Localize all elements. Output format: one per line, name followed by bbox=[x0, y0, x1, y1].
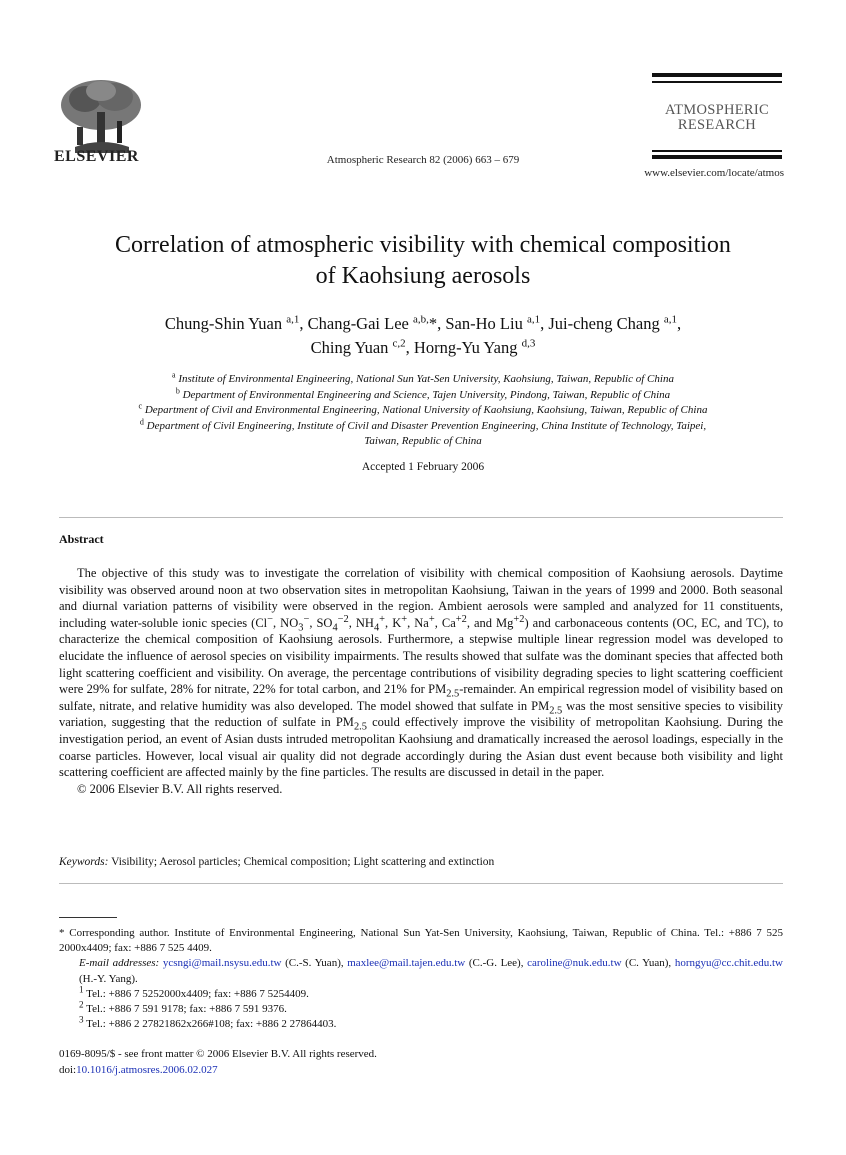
affiliation bbox=[60, 372, 786, 388]
email-owner: (C.-G. Lee), bbox=[465, 957, 528, 970]
author-separator: *, bbox=[428, 314, 446, 333]
journal-masthead bbox=[652, 103, 782, 133]
title-line: of Kaohsiung aerosols bbox=[315, 263, 531, 289]
masthead-rule bbox=[652, 155, 782, 159]
doi-line bbox=[59, 1063, 377, 1079]
pm-label: PM bbox=[335, 715, 354, 730]
accepted-date: Accepted 1 February 2006 bbox=[361, 461, 485, 473]
abstract-body bbox=[59, 565, 783, 797]
corresponding-author-note: * Corresponding author. Institute of Environmental Engineering, National Sun Yat-Sen University, Kaohsiung, Taiwan, Republic of China. Tel.: +886 7 525 2000x4409; fax: +886 7 525 4409. bbox=[59, 927, 783, 955]
author-affiliation-marker: a,1 bbox=[526, 313, 541, 326]
footnote-key: 1 bbox=[79, 984, 84, 995]
ion-separator: , and bbox=[466, 615, 497, 630]
footnote bbox=[59, 984, 783, 1002]
author-separator: , bbox=[540, 314, 549, 333]
affiliation bbox=[60, 403, 786, 419]
issn-line: 0169-8095/$ - see front matter © 2006 Elsevier B.V. All rights reserved. bbox=[59, 1048, 377, 1060]
affiliation-key: a bbox=[172, 370, 176, 380]
author-affiliation-marker: a,1 bbox=[286, 313, 300, 326]
ion-subscript: 4 bbox=[332, 622, 338, 634]
affiliation-key: d bbox=[139, 416, 144, 426]
email-link[interactable]: horngyu@cc.chit.edu.tw bbox=[674, 957, 783, 970]
ion-charge: − bbox=[267, 613, 274, 625]
author-name: Chang-Gai Lee bbox=[307, 314, 409, 333]
affiliation-text: Institute of Environmental Engineering, National Sun Yat-Sen University, Kaohsiung, Taiwan, Republic of China bbox=[178, 373, 674, 385]
footnote bbox=[59, 999, 783, 1017]
affiliation bbox=[60, 385, 786, 404]
keywords-list: Visibility; Aerosol particles; Chemical composition; Light scattering and extinction bbox=[108, 856, 495, 868]
section-divider bbox=[59, 517, 783, 518]
paper-title bbox=[40, 230, 806, 292]
ion-charge: +2 bbox=[513, 613, 525, 625]
keywords bbox=[59, 856, 783, 868]
affiliation-text: Taiwan, Republic of China bbox=[364, 435, 482, 447]
footnotes bbox=[59, 926, 783, 1032]
section-divider bbox=[59, 883, 783, 884]
footnote-text: Tel.: +886 7 591 9178; fax: +886 7 591 9376. bbox=[83, 1003, 287, 1016]
ion-symbol: NH bbox=[355, 615, 374, 630]
publisher-name: ELSEVIER bbox=[54, 148, 139, 165]
journal-citation: Atmospheric Research 82 (2006) 663 – 679 bbox=[326, 154, 520, 166]
ion-charge: + bbox=[401, 613, 408, 625]
journal-name-line: RESEARCH bbox=[677, 117, 757, 133]
footnote-key: 3 bbox=[79, 1014, 84, 1025]
email-link[interactable]: caroline@nuk.edu.tw bbox=[527, 957, 622, 970]
affiliation bbox=[60, 434, 786, 450]
abstract-text: The objective of this study was to investigate the correlation of visibility with chemical composition of Kaohsiung aerosols. Daytime visibility was observed around noon at two observation sites in metropolitan Kaohsiung, Taiwan in the years of 1999 and 2000. Both seasonal and diurnal variation patterns of visibility were observed in the region. Ambient aerosols were sampled and analyzed for 11 constituents, including water-soluble ionic species ( bbox=[59, 566, 783, 630]
ion-symbol: Na bbox=[414, 615, 429, 630]
ion-subscript: 3 bbox=[298, 622, 304, 634]
author-separator: , bbox=[676, 314, 682, 333]
ion-symbol: NO bbox=[280, 615, 299, 630]
pm-label: PM bbox=[531, 698, 550, 713]
affiliation-key: b bbox=[175, 385, 180, 395]
affiliation-text: Department of Environmental Engineering and Science, Tajen University, Pindong, Taiwan, Republic of China bbox=[182, 388, 671, 401]
footnote-rule bbox=[59, 917, 117, 918]
ion-charge: + bbox=[379, 613, 386, 625]
ion-charge: −2 bbox=[337, 613, 349, 625]
footnote-text: Tel.: +886 2 27821862x266#108; fax: +886 2 27864403. bbox=[83, 1018, 337, 1031]
ion-charge: +2 bbox=[455, 613, 467, 625]
ion-charge: + bbox=[428, 613, 435, 625]
email-link[interactable]: ycsngi@mail.nsysu.edu.tw bbox=[162, 957, 282, 970]
author-name: Horng-Yu Yang bbox=[413, 338, 518, 357]
doi-link[interactable]: 10.1016/j.atmosres.2006.02.027 bbox=[76, 1063, 218, 1076]
author-name: Jui-cheng Chang bbox=[548, 314, 660, 333]
abstract-text: could effectively improve the visibility of metropolitan Kaohsiung. During the investigation period, an event of Asian dusts intruded metropolitan Kaohsiung and dramatically increased the aerosol loadings, especially in the coarse particles. However, local visual air quality did not degrade accordingly during the Asian dust event because both visibility and light scattering coefficient are affected mainly by the fine particles. The results are discussed in detail in the paper. bbox=[59, 715, 784, 780]
ion-symbol: K bbox=[392, 615, 402, 630]
masthead-rule bbox=[652, 73, 782, 77]
author-affiliation-marker: d,3 bbox=[521, 337, 536, 350]
affiliation-key: c bbox=[138, 401, 143, 411]
email-addresses bbox=[59, 956, 783, 986]
author-name: San-Ho Liu bbox=[445, 314, 523, 333]
ion-symbol: Cl bbox=[255, 615, 268, 630]
footnote-text: Tel.: +886 7 5252000x4409; fax: +886 7 5254409. bbox=[83, 987, 309, 1000]
author-line bbox=[40, 336, 806, 360]
email-label: E-mail addresses: bbox=[79, 957, 160, 970]
chem-formula: Cl−, $NO_3^-$, $SO_4^{-2}$, $NH_4^+$, K+, Na+, $Ca^{+2}$, and $Mg^{+2}$ bbox=[255, 613, 525, 634]
abstract-paragraph bbox=[59, 565, 783, 781]
email-owner: (C.-S. Yuan), bbox=[281, 957, 348, 970]
affiliation-text: Department of Civil Engineering, Institute of Civil and Disaster Prevention Engineering, China Institute of Technology, Taipei, bbox=[146, 419, 707, 432]
author-separator: , bbox=[405, 338, 414, 357]
title-line: Correlation of atmospheric visibility with chemical composition bbox=[115, 232, 731, 258]
masthead-rule bbox=[652, 81, 782, 83]
ion-symbol: SO bbox=[316, 615, 333, 630]
author-line bbox=[40, 312, 806, 336]
front-matter bbox=[59, 1047, 377, 1078]
ion-symbol: Mg bbox=[496, 615, 514, 630]
ion-symbol: Ca bbox=[441, 615, 456, 630]
author-affiliation-marker: a,1 bbox=[663, 313, 677, 326]
affiliation bbox=[60, 416, 786, 435]
ion-subscript: 4 bbox=[373, 622, 380, 634]
email-link[interactable]: maxlee@mail.tajen.edu.tw bbox=[347, 957, 466, 970]
copyright-notice: © 2006 Elsevier B.V. All rights reserved. bbox=[77, 781, 283, 796]
keywords-label: Keywords: bbox=[59, 856, 109, 868]
abstract-text: -remainder. An empirical regression model of visibility based on sulfate, nitrate, and relative humidity was also developed. The model showed that sulfate in bbox=[59, 682, 783, 713]
abstract-heading: Abstract bbox=[59, 532, 104, 546]
footnote bbox=[59, 1014, 783, 1032]
doi-label: doi: bbox=[59, 1063, 77, 1076]
pm-subscript: 2.5 bbox=[353, 721, 367, 733]
abstract-text: ) and carbonaceous contents (OC, EC, and TC), to characterize the chemical composition of Kaohsiung aerosols. Furthermore, a stepwise multiple linear regression model was developed to elucidate the influence of aerosol species on visibility impairments. The results showed that sulfate was the dominant species that affected both light scattering coefficient and visibility. On average, the percentage contributions of visibility degrading species to light scattering coefficient were 29% for sulfate, 28% for nitrate, 22% for total carbon, and 21% for bbox=[59, 615, 784, 697]
ion-charge: − bbox=[303, 613, 310, 625]
pm-subscript: 2.5 bbox=[446, 688, 460, 700]
author-affiliation-marker: c,2 bbox=[392, 337, 406, 350]
pm-subscript: 2.5 bbox=[549, 705, 563, 717]
author-separator: , bbox=[299, 314, 308, 333]
pm-label: PM bbox=[428, 682, 447, 697]
journal-url-link[interactable]: www.elsevier.com/locate/atmos bbox=[644, 167, 784, 179]
affiliation-list bbox=[60, 372, 786, 450]
author-name: Chung-Shin Yuan bbox=[164, 314, 283, 333]
affiliation-text: Department of Civil and Environmental Engineering, National University of Kaohsiung, Kaohsiung, Taiwan, Republic of China bbox=[144, 404, 708, 416]
email-owner: (C. Yuan), bbox=[621, 957, 675, 970]
author-list bbox=[40, 312, 806, 360]
journal-name-line: ATMOSPHERIC bbox=[664, 102, 769, 118]
abstract-text: was the most sensitive species to visibility variation, suggesting that the reduction of sulfate in bbox=[59, 698, 783, 730]
author-name: Ching Yuan bbox=[310, 338, 389, 357]
footnote-key: 2 bbox=[79, 999, 84, 1010]
author-affiliation-marker: a,b, bbox=[412, 313, 429, 326]
masthead-rule bbox=[652, 150, 782, 152]
email-owner: (H.-Y. Yang). bbox=[79, 972, 138, 985]
